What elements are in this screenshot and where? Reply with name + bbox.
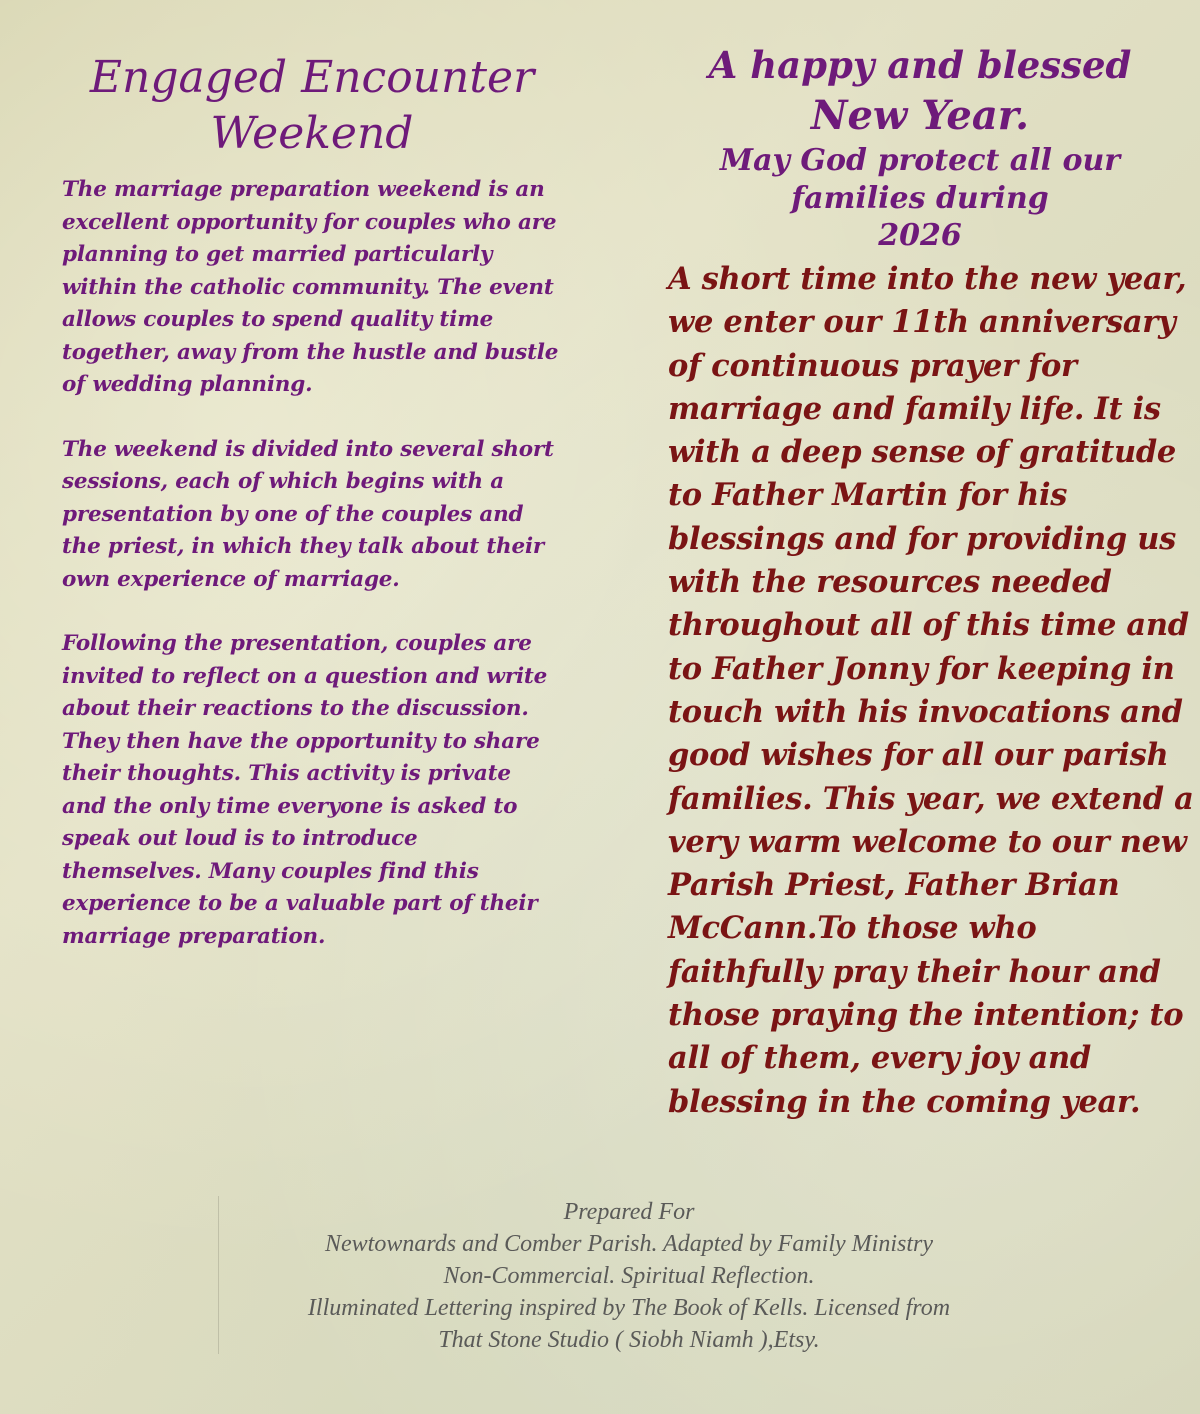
engaged-encounter-section (62, 50, 562, 985)
greeting-line-1: A happy and blessed (708, 43, 1132, 87)
blessing-line-1: May God protect all our (719, 143, 1121, 178)
credit-parish: Newtownards and Comber Parish. Adapted by Family Ministry (325, 1231, 933, 1257)
greeting-line-2: New Year. (810, 92, 1030, 139)
paragraph-intro: The marriage preparation weekend is an excellent opportunity for couples who are planning to get married particularly within the catholic community. The event allows couples to spend quality time together, away from the hustle and bustle of wedding planning. (62, 177, 559, 397)
paragraph-sessions: The weekend is divided into several short sessions, each of which begins with a presentation by one of the couples and the priest, in which they talk about their own experience of marriage. (62, 436, 554, 592)
blessing-line-2: families during (791, 181, 1049, 216)
credits-block (218, 1196, 1039, 1354)
engaged-encounter-title (62, 50, 562, 162)
credit-prepared-for: Prepared For (563, 1199, 695, 1225)
new-year-section (640, 40, 1200, 1124)
title-line-1: Engaged Encounter (89, 52, 535, 103)
anniversary-message: A short time into the new year, we enter our 11th anniversary of continuous prayer for marriage and family life. It is with a deep sense of gratitude to Father Martin for his blessings and for providing us with the resources needed throughout all of this time and to Father Jonny for keeping in touch with his invocations and good wishes for all our parish families. This year, we extend a very warm welcome to our new Parish Priest, Father Brian McCann.To those who faithfully pray their hour and those praying the intention; to all of them, every joy and blessing in the coming year. (668, 261, 1194, 1120)
credit-non-commercial: Non-Commercial. Spiritual Reflection. (443, 1263, 815, 1289)
year-label: 2026 (878, 218, 962, 253)
credit-lettering: Illuminated Lettering inspired by The Book of Kells. Licensed from (307, 1295, 951, 1321)
paragraph-reflection: Following the presentation, couples are invited to reflect on a question and write about their reactions to the discussion. They then have the opportunity to share their thoughts. This activity is private and the only time everyone is asked to speak out loud is to introduce themselves. Many couples find this experience to be a valuable part of their marriage preparation. (62, 631, 548, 949)
title-line-2: Weekend (210, 108, 414, 159)
credit-studio: That Stone Studio ( Siobh Niamh ),Etsy. (438, 1327, 820, 1353)
